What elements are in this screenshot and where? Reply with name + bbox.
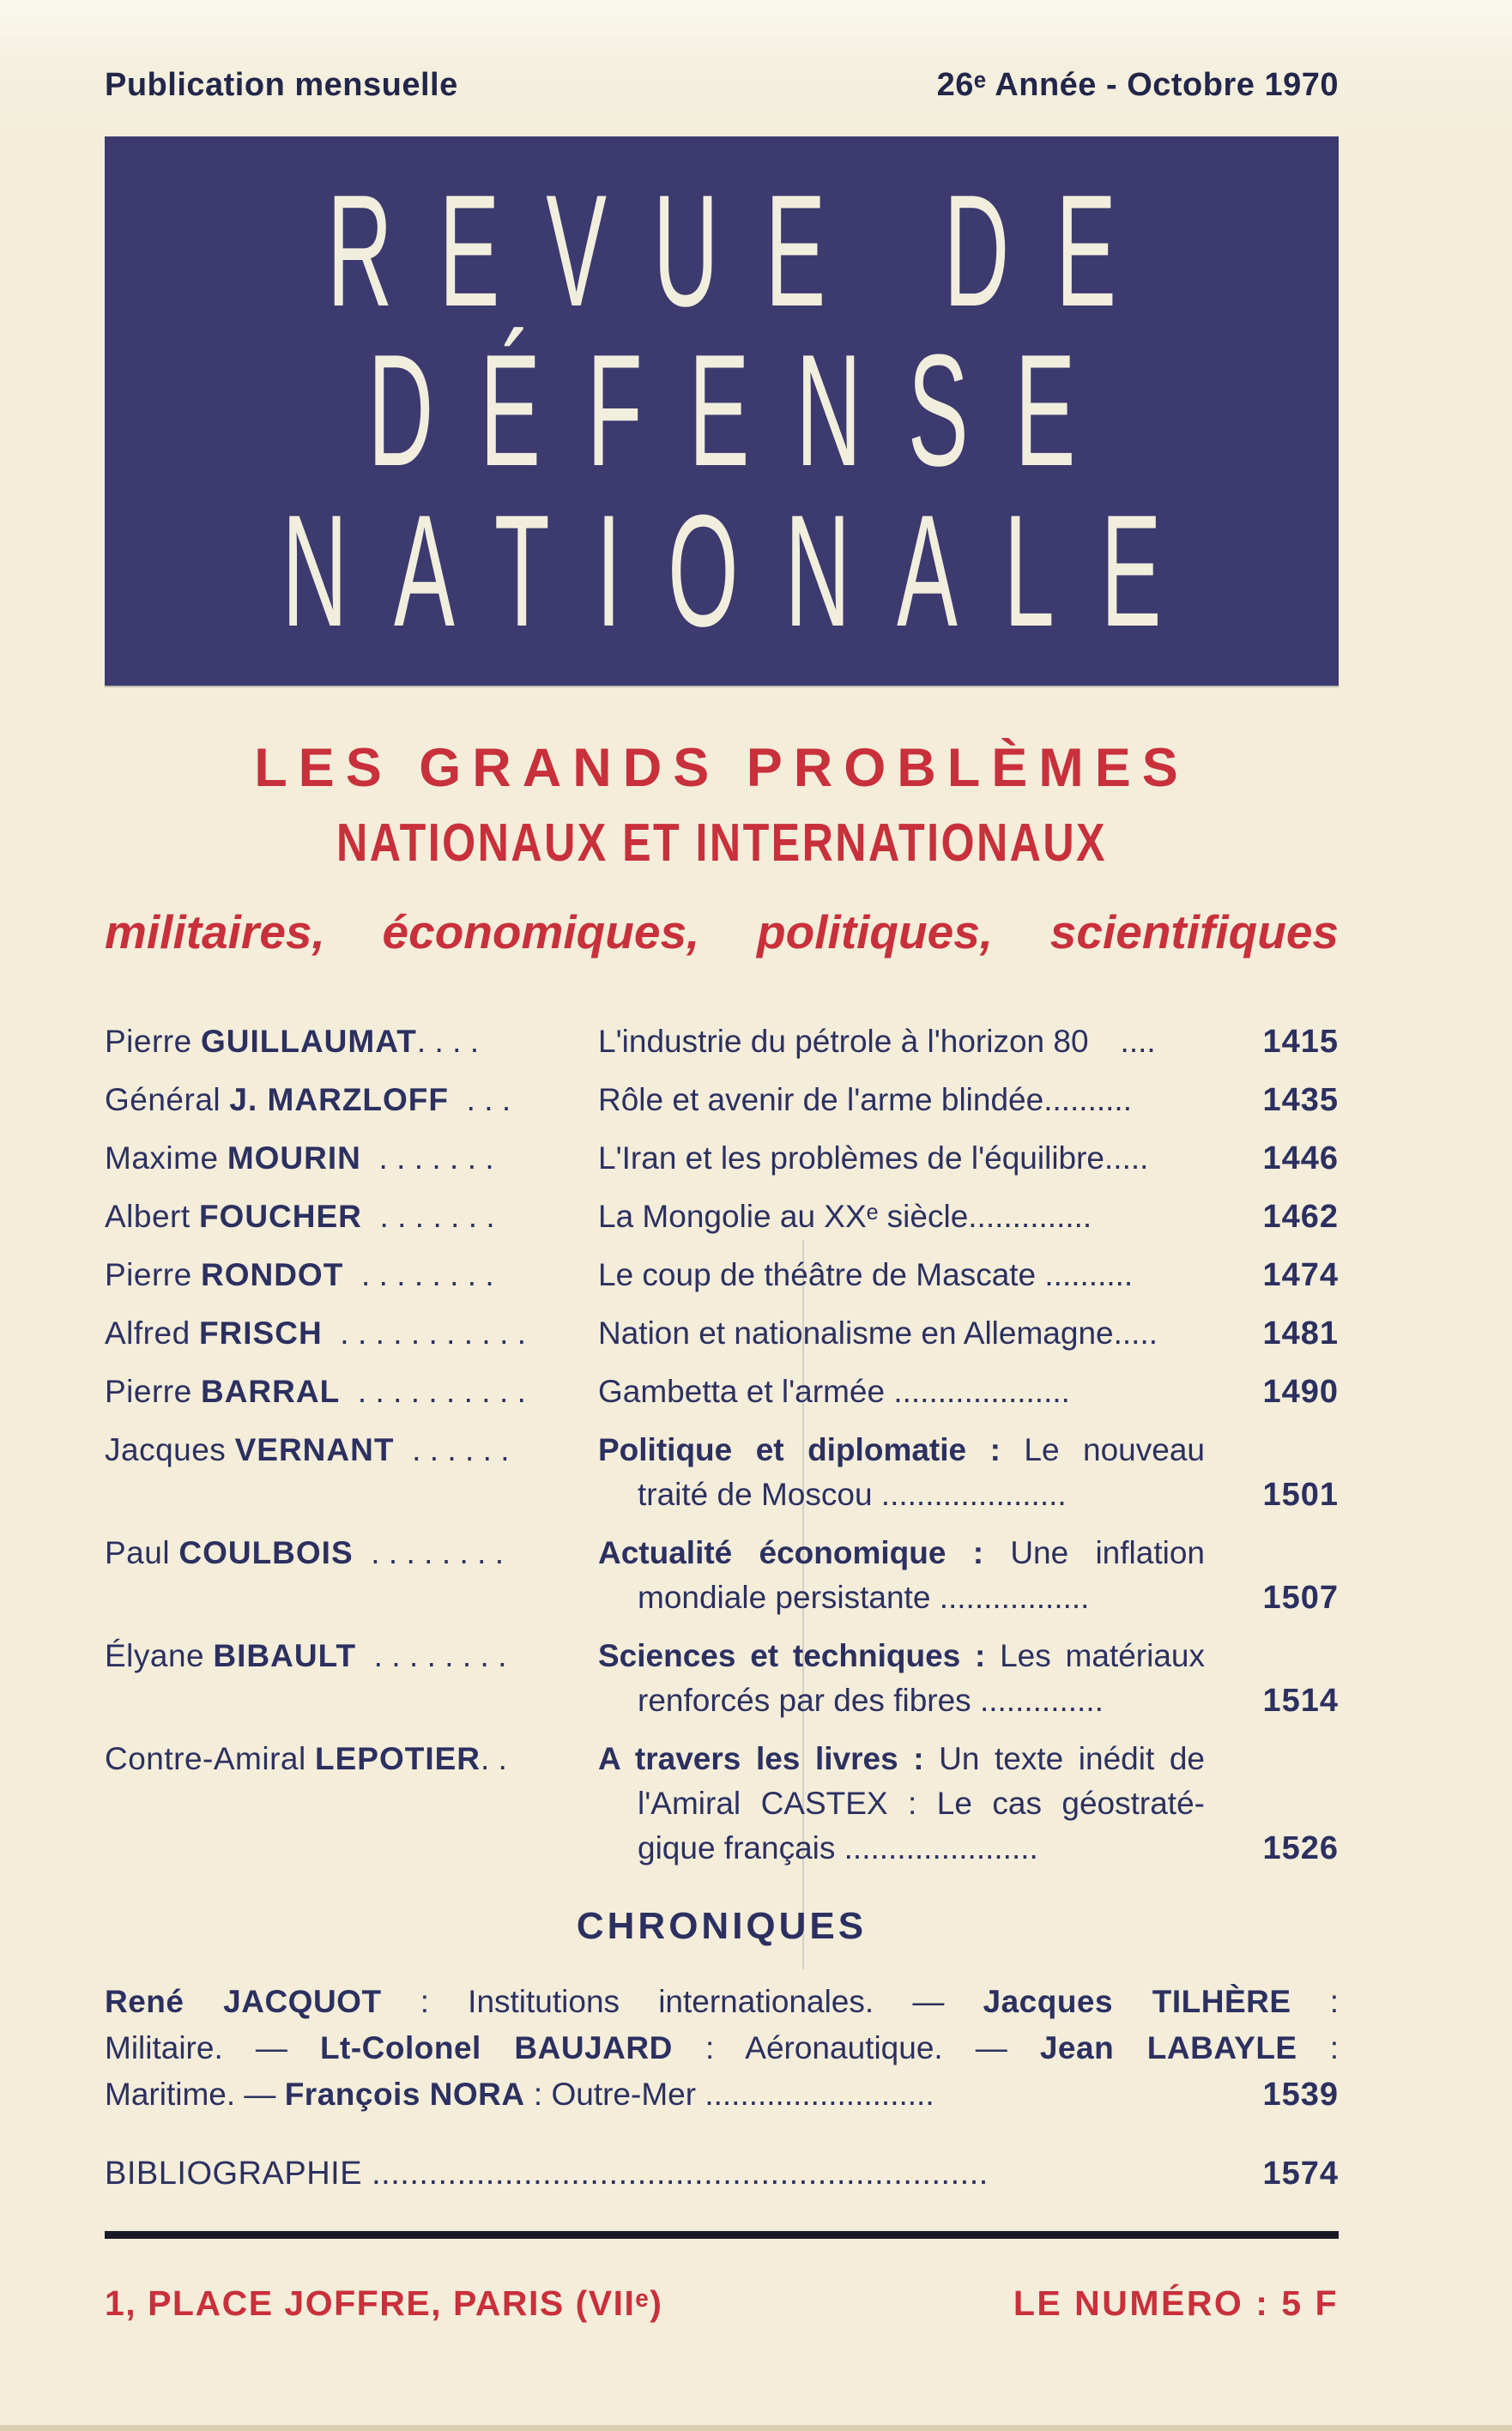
toc-article-title [598,1136,1210,1181]
toc-title-line: Rôle et avenir de l'arme blindée.......... [598,1082,1132,1117]
chroniques-author-name: René JACQUOT [105,1984,382,2019]
masthead-line: DÉFENSE [367,322,1122,500]
table-of-contents [105,1019,1339,1871]
toc-entry [105,1634,1339,1723]
toc-author-leader-dots: .. [481,1741,517,1776]
toc-entry [105,1253,1339,1297]
bibliographie-row [105,2152,1339,2195]
toc-article-title [598,1370,1210,1414]
scan-crease-artifact [802,1240,804,1969]
toc-page-number: 1415 [1262,1024,1339,1060]
toc-author-firstname: Paul [105,1535,171,1570]
chroniques-text: : Outre-Mer .......................... [524,2077,934,2112]
chroniques-text: : [1291,1984,1339,2019]
page-bottom-edge [0,2425,1512,2431]
toc-author-leader-dots: ...... [394,1432,518,1467]
toc-author [105,1136,598,1181]
toc-author-firstname: Pierre [105,1374,192,1409]
chroniques-author-name: Jean LABAYLE [1039,2030,1297,2065]
toc-author-surname: J. MARZLOFF [229,1082,450,1117]
toc-author-firstname: Pierre [105,1257,192,1292]
toc-title-line: traité de Moscou ..................... [638,1477,1067,1512]
publisher-address: 1, PLACE JOFFRE, PARIS (VIIᵉ) [105,2283,663,2323]
chroniques-line [105,1979,1339,2025]
toc-title-rubric: A travers les livres : [598,1741,924,1776]
toc-title-line: l'Amiral CASTEX : Le cas géostraté- [638,1786,1205,1821]
toc-article-title [598,1078,1210,1122]
toc-author [105,1634,598,1723]
chroniques-text: Militaire. — [105,2030,320,2065]
chroniques-author-name: François NORA [284,2077,525,2112]
toc-title-line: gique français ...................... [638,1830,1038,1866]
chroniques-text: Maritime. — [105,2077,285,2112]
toc-author-surname: FOUCHER [198,1199,362,1234]
toc-title-line: renforcés par des fibres .............. [638,1683,1104,1718]
toc-author-surname: GUILLAUMAT [200,1024,417,1059]
toc-article-title [598,1253,1210,1297]
toc-title-line: Gambetta et l'armée .................... [598,1374,1070,1409]
toc-author-leader-dots: ... [449,1082,520,1117]
toc-page-number: 1490 [1262,1374,1339,1410]
publication-frequency: Publication mensuelle [105,67,458,103]
subtitle-line-1: LES GRANDS PROBLÈMES [254,738,1189,798]
masthead-line: NATIONALE [281,482,1208,660]
toc-author-leader-dots: ........ [343,1257,504,1292]
toc-title-line: Nation et nationalisme en Allemagne..... [598,1315,1158,1351]
toc-page-number: 1526 [1262,1830,1339,1866]
chroniques-line [105,2025,1339,2071]
toc-entry [105,1311,1339,1356]
toc-author-leader-dots: .......... [340,1374,535,1409]
toc-title-line: Actualité économique : Une inflation [598,1535,1205,1570]
toc-article-title [598,1737,1210,1871]
toc-author-leader-dots: ........... [322,1315,535,1351]
toc-author-firstname: Contre-Amiral [105,1741,306,1776]
issue-price: LE NUMÉRO : 5 F [1013,2283,1339,2323]
chroniques-text: : [1297,2030,1339,2065]
footer [105,2283,1339,2324]
toc-author-surname: LEPOTIER [315,1741,481,1776]
toc-title-rubric: Sciences et techniques : [598,1638,986,1673]
toc-author-leader-dots: .... [416,1024,488,1059]
toc-author-surname: BIBAULT [213,1638,357,1673]
toc-author-firstname: Alfred [105,1315,191,1351]
toc-entry [105,1194,1339,1239]
toc-title-line: A travers les livres : Un texte inédit de [598,1741,1205,1776]
toc-entry [105,1531,1339,1620]
toc-page-number: 1435 [1262,1082,1339,1118]
chroniques-line [105,2071,1339,2118]
toc-page-number: 1462 [1262,1199,1339,1235]
toc-entry [105,1019,1339,1064]
toc-page-number: 1481 [1262,1315,1339,1352]
toc-title-rubric: Actualité économique : [598,1535,984,1570]
toc-page-number: 1501 [1262,1477,1339,1513]
subtitle-line-3: militaires, économiques, politiques, scientifiques [105,905,1339,958]
toc-page-number: 1514 [1262,1683,1339,1719]
toc-title-line: Sciences et techniques : Les matériaux [598,1638,1205,1673]
toc-title-line: Le coup de théâtre de Mascate .......... [598,1257,1134,1292]
toc-author-surname: COULBOIS [178,1535,354,1570]
toc-author-leader-dots: ....... [361,1199,505,1234]
toc-author [105,1078,598,1122]
toc-title-line: mondiale persistante ................. [638,1580,1090,1615]
toc-author-firstname: Maxime [105,1140,219,1176]
toc-author-surname: MOURIN [227,1140,361,1176]
toc-title-line: La Mongolie au XXᵉ siècle.............. [598,1199,1092,1234]
toc-page-number: 1507 [1262,1580,1339,1616]
toc-article-title [598,1531,1210,1620]
toc-article-title [598,1019,1210,1064]
divider-double-rule [105,2231,1339,2239]
toc-author-firstname: Élyane [105,1638,205,1673]
toc-page-number: 1474 [1262,1257,1339,1293]
bibliographie-page-number: 1574 [1262,2156,1339,2192]
issue-date: 26ᵉ Année - Octobre 1970 [936,67,1339,103]
masthead-line: REVUE DE [327,162,1163,340]
toc-author [105,1428,598,1517]
toc-author-firstname: Général [105,1082,221,1117]
toc-author-surname: FRISCH [198,1315,323,1351]
toc-entry [105,1370,1339,1414]
chroniques-paragraph [105,1979,1339,2118]
chroniques-heading: CHRONIQUES [576,1905,868,1947]
toc-article-title [598,1311,1210,1356]
toc-title-rubric: Politique et diplomatie : [598,1432,1001,1467]
chroniques-author-name: Jacques TILHÈRE [983,1984,1291,2019]
toc-author [105,1194,598,1239]
toc-title-line: L'Iran et les problèmes de l'équilibre..... [598,1140,1149,1176]
toc-entry [105,1428,1339,1517]
toc-article-title [598,1194,1210,1239]
toc-author-leader-dots: ....... [360,1140,503,1176]
toc-title-line: Politique et diplomatie : Le nouveau [598,1432,1205,1467]
toc-author-firstname: Jacques [105,1432,227,1467]
toc-article-title [598,1428,1210,1517]
toc-title-line: L'industrie du pétrole à l'horizon 80 .... [598,1024,1156,1059]
toc-author-leader-dots: ........ [353,1535,513,1570]
chroniques-author-name: Lt-Colonel BAUJARD [319,2030,673,2065]
toc-author [105,1019,598,1064]
bibliographie-label: BIBLIOGRAPHIE ................................................................. [105,2156,989,2192]
toc-author-surname: VERNANT [234,1432,395,1467]
toc-entry [105,1737,1339,1871]
toc-article-title [598,1634,1210,1723]
top-header [105,67,1339,104]
masthead [105,136,1339,686]
toc-page-number: 1446 [1262,1140,1339,1176]
toc-author-surname: RONDOT [200,1257,344,1292]
toc-author [105,1737,598,1871]
toc-author [105,1370,598,1414]
toc-entry [105,1136,1339,1181]
toc-author-firstname: Albert [105,1199,191,1234]
chroniques-text: : Aéronautique. — [672,2030,1040,2065]
toc-author-firstname: Pierre [105,1024,192,1059]
subtitle-line-2: NATIONAUX ET INTERNATIONAUX [336,813,1107,873]
toc-entry [105,1078,1339,1122]
toc-author [105,1531,598,1620]
toc-author [105,1253,598,1297]
chroniques-page-number: 1539 [1262,2077,1339,2113]
chroniques-text: : Institutions internationales. — [381,1984,983,2019]
toc-author [105,1311,598,1356]
toc-author-leader-dots: ........ [356,1638,516,1673]
toc-author-surname: BARRAL [200,1374,341,1409]
